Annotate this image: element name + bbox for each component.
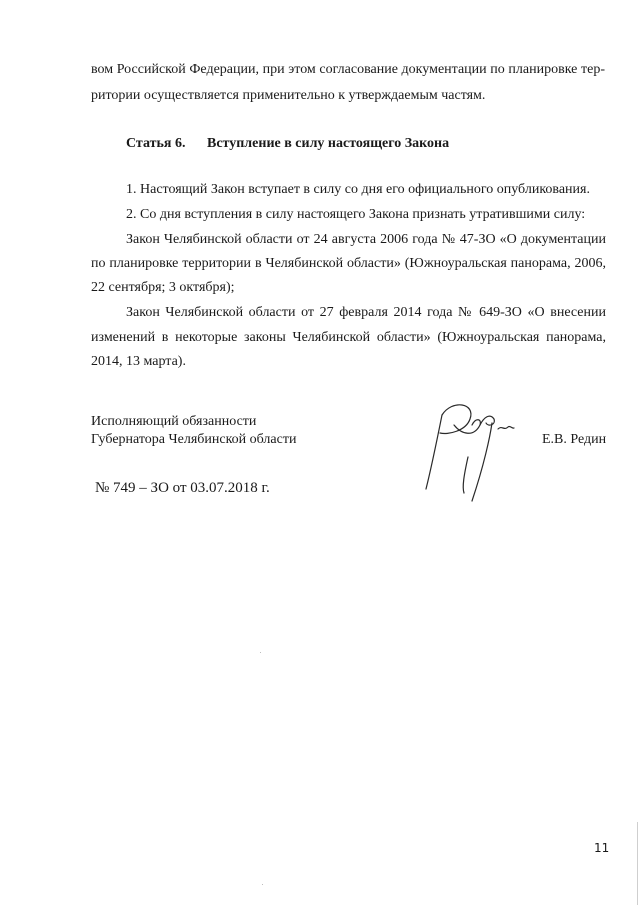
repealed-law-1-line-3: 22 сентября; 3 октября); bbox=[91, 280, 235, 295]
page-number: 11 bbox=[594, 841, 610, 855]
repealed-law-2-line-3: 2014, 13 марта). bbox=[91, 354, 186, 369]
repealed-law-1-line-1: Закон Челябинской области от 24 августа 2006 года № 47-ЗО «О документации bbox=[126, 232, 606, 247]
repealed-law-1-line-2: по планировке территории в Челябинской области» (Южноуральская панорама, 2006, bbox=[91, 256, 606, 271]
registration-number: № 749 – ЗО от 03.07.2018 г. bbox=[95, 480, 270, 496]
handwritten-signature bbox=[418, 395, 530, 507]
signatory-name: Е.В. Редин bbox=[542, 432, 607, 447]
signatory-title-line-1: Исполняющий обязанности bbox=[91, 414, 257, 429]
signatory-title-line-2: Губернатора Челябинской области bbox=[91, 432, 297, 447]
scan-speck bbox=[262, 884, 263, 885]
clause-1: 1. Настоящий Закон вступает в силу со дня его официального опубликования. bbox=[126, 182, 590, 197]
scan-speck bbox=[260, 652, 261, 653]
continuation-line-2: ритории осуществляется применительно к утверждаемым частям. bbox=[91, 88, 486, 103]
scan-edge-line bbox=[637, 822, 638, 905]
repealed-law-2-line-1: Закон Челябинской области от 27 февраля 2014 года № 649-ЗО «О внесении bbox=[126, 305, 606, 320]
continuation-line-1: вом Российской Федерации, при этом согласование документации по планировке тер- bbox=[91, 62, 605, 77]
article-number: Статья 6. bbox=[126, 136, 186, 151]
clause-2: 2. Со дня вступления в силу настоящего Закона признать утратившими силу: bbox=[126, 207, 586, 222]
repealed-law-2-line-2: изменений в некоторые законы Челябинской области» (Южноуральская панорама, bbox=[91, 330, 606, 345]
article-title: Вступление в силу настоящего Закона bbox=[207, 136, 450, 151]
